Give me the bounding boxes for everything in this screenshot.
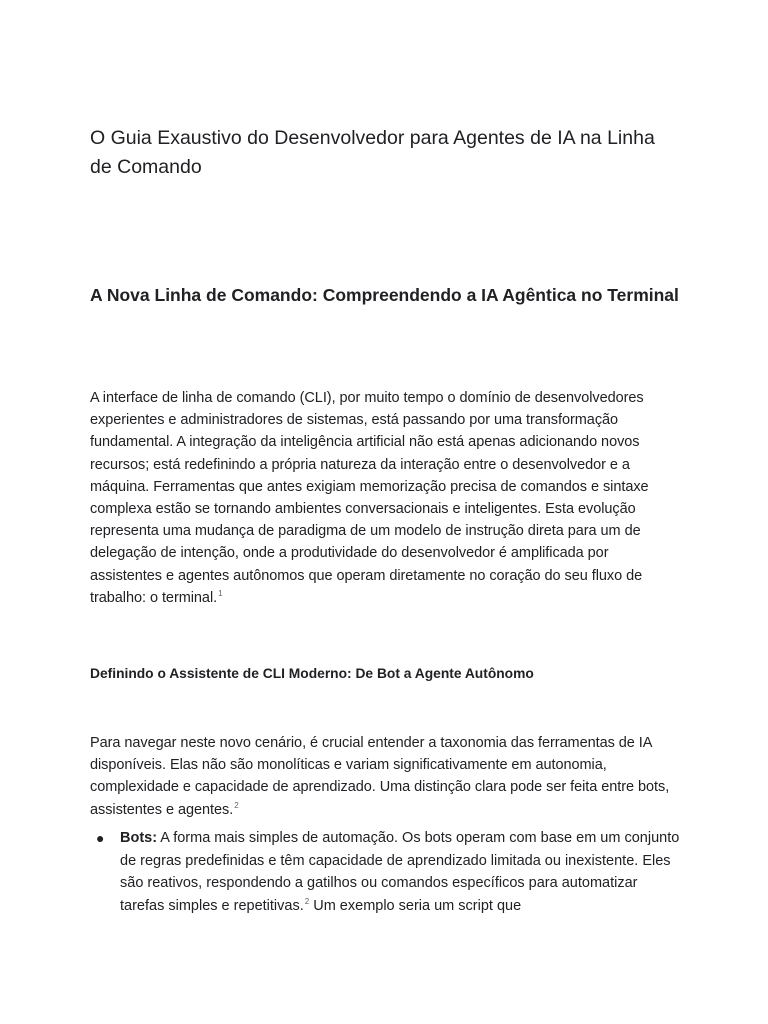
footnote-ref[interactable]: 1 [218, 589, 223, 598]
document-title: O Guia Exaustivo do Desenvolvedor para Agentes de IA na Linha de Comando [90, 127, 655, 178]
list-item-term: Bots: [120, 830, 158, 846]
footnote-ref[interactable]: 2 [304, 896, 310, 906]
list-item-bots [90, 827, 680, 917]
list-item-text: A forma mais simples de automação. Os bots operam com base em um conjunto de regras predefinidas e têm capacidade de aprendizado limitada ou inexistente. Eles são reativos, respondendo a gatilhos ou comandos específicos para automatizar tarefas simples e repetitivas. [120, 830, 680, 914]
section-heading: A Nova Linha de Comando: Compreendendo a IA Agêntica no Terminal [90, 285, 679, 305]
subsection-heading: Definindo o Assistente de CLI Moderno: De Bot a Agente Autônomo [90, 666, 534, 681]
intro-paragraph-text: A interface de linha de comando (CLI), por muito tempo o domínio de desenvolvedores experientes e administradores de sistemas, está passando por uma transformação fundamental. A integração da inteligência artificial não está apenas adicionando novos recursos; está redefinindo a própria natureza da interação entre o desenvolvedor e a máquina. Ferramentas que antes exigiam memorização precisa de comandos e sintaxe complexa estão se tornando ambientes conversacionais e inteligentes. Esta evolução representa uma mudança de paradigma de um modelo de instrução direta para um de delegação de intenção, onde a produtividade do desenvolvedor é amplificada por assistentes e agentes autônomos que operam diretamente no coração do seu fluxo de trabalho: o terminal. [90, 390, 649, 606]
list-item-text-continued: Um exemplo seria um script que [309, 897, 522, 914]
intro-paragraph [90, 387, 678, 609]
taxonomy-paragraph-text: Para navegar neste novo cenário, é crucial entender a taxonomia das ferramentas de IA disponíveis. Elas não são monolíticas e variam significativamente em autonomia, complexidade e capacidade de aprendizado. Uma distinção clara pode ser feita entre bots, assistentes e agentes. [90, 735, 670, 818]
taxonomy-paragraph [90, 732, 678, 821]
definition-list [90, 827, 680, 917]
footnote-ref[interactable]: 2 [234, 800, 239, 810]
bullet-icon: ● [96, 830, 105, 846]
